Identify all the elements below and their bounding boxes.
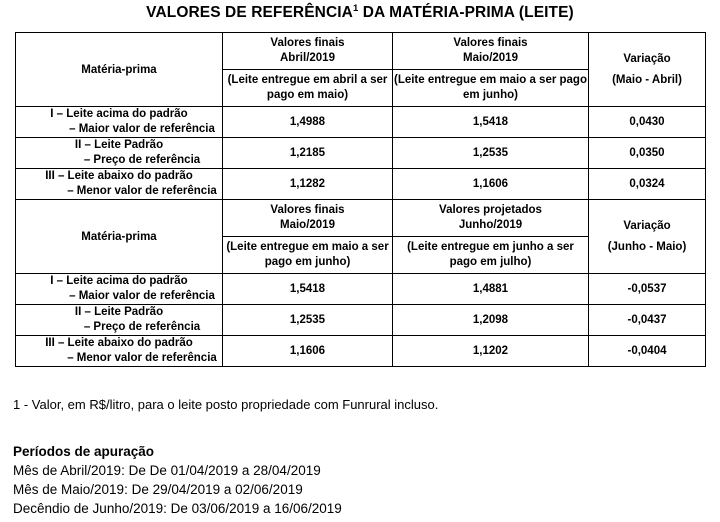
- table-row: [16, 107, 706, 138]
- row-value-col3: 0,0350: [589, 138, 706, 169]
- row-label-line1: III – Leite abaixo do padrão: [45, 170, 193, 182]
- row-value-col3: -0,0537: [589, 274, 706, 305]
- row-value-col1: 1,5418: [223, 274, 393, 305]
- row-value-col2: 1,4881: [393, 274, 589, 305]
- row-label-line2: – Maior valor de referência: [69, 123, 215, 135]
- periods-heading: Períodos de apuração: [13, 444, 155, 459]
- table-row: [16, 305, 706, 336]
- row-label: [16, 169, 223, 200]
- table-row: [16, 138, 706, 169]
- header-col1-line2: Maio/2019: [280, 219, 335, 231]
- header-col3-line1: Variação: [623, 219, 671, 232]
- reference-values-table: [15, 32, 706, 367]
- row-label-line1: I – Leite acima do padrão: [50, 108, 188, 120]
- row-value-col2: 1,1606: [393, 169, 589, 200]
- table-row: [16, 274, 706, 305]
- table-header-row: [16, 200, 706, 237]
- header-materia-prima: Matéria-prima: [16, 33, 223, 107]
- row-label: [16, 138, 223, 169]
- header-col2-line1: Valores projetados: [439, 204, 542, 216]
- table-row: [16, 169, 706, 200]
- row-label-line1: II – Leite Padrão: [74, 306, 164, 318]
- page-title-footnote-marker: 1: [352, 2, 359, 14]
- table-header-row: [16, 33, 706, 70]
- row-value-col2: 1,1202: [393, 336, 589, 367]
- header-col1-line1: Valores finais: [270, 204, 345, 216]
- row-value-col3: -0,0404: [589, 336, 706, 367]
- header-col1-line2: Abril/2019: [280, 52, 335, 64]
- row-value-col3: -0,0437: [589, 305, 706, 336]
- row-label-line1: I – Leite acima do padrão: [50, 275, 188, 287]
- header-col3-sub: (Maio - Abril): [612, 73, 682, 86]
- row-label-line2: – Menor valor de referência: [67, 185, 217, 197]
- header-col2-line2: Junho/2019: [458, 219, 523, 231]
- row-label: [16, 336, 223, 367]
- page-title-rest: DA MATÉRIA-PRIMA (LEITE): [358, 4, 574, 21]
- header-col1-period: [223, 33, 393, 70]
- row-value-col3: 0,0430: [589, 107, 706, 138]
- row-label: [16, 107, 223, 138]
- header-materia-prima: Matéria-prima: [16, 200, 223, 274]
- row-label: [16, 305, 223, 336]
- periods-list: [13, 461, 342, 518]
- subheader-col1: (Leite entregue em maio a ser pago em junho): [223, 237, 393, 274]
- page-title-main: VALORES DE REFERÊNCIA: [146, 4, 353, 21]
- row-label: [16, 274, 223, 305]
- header-col2-period: [393, 200, 589, 237]
- row-value-col2: 1,5418: [393, 107, 589, 138]
- row-label-line1: II – Leite Padrão: [74, 139, 164, 151]
- row-value-col1: 1,4988: [223, 107, 393, 138]
- row-value-col1: 1,1606: [223, 336, 393, 367]
- header-col1-line1: Valores finais: [270, 37, 345, 49]
- subheader-col2: (Leite entregue em maio a ser pago em junho): [393, 70, 589, 107]
- row-value-col1: 1,1282: [223, 169, 393, 200]
- row-label-line2: – Preço de referência: [83, 321, 201, 333]
- header-col3-line1: Variação: [623, 52, 671, 65]
- row-value-col1: 1,2185: [223, 138, 393, 169]
- subheader-col1: (Leite entregue em abril a ser pago em maio): [223, 70, 393, 107]
- header-col2-line2: Maio/2019: [463, 52, 518, 64]
- header-col3-sub: (Junho - Maio): [607, 240, 687, 253]
- page-title: [0, 4, 720, 22]
- table-row: [16, 336, 706, 367]
- row-value-col3: 0,0324: [589, 169, 706, 200]
- row-value-col2: 1,2535: [393, 138, 589, 169]
- period-line-maio: Mês de Maio/2019: De 29/04/2019 a 02/06/2019: [13, 482, 303, 497]
- footnote-text: 1 - Valor, em R$/litro, para o leite posto propriedade com Funrural incluso.: [13, 397, 439, 412]
- header-col3-variacao: [589, 200, 706, 274]
- header-col2-line1: Valores finais: [453, 37, 528, 49]
- row-label-line2: – Maior valor de referência: [69, 290, 215, 302]
- subheader-col2: (Leite entregue em junho a ser pago em julho): [393, 237, 589, 274]
- row-label-line1: III – Leite abaixo do padrão: [45, 337, 193, 349]
- row-value-col1: 1,2535: [223, 305, 393, 336]
- row-label-line2: – Menor valor de referência: [67, 352, 217, 364]
- row-value-col2: 1,2098: [393, 305, 589, 336]
- header-col2-period: [393, 33, 589, 70]
- period-line-abril: Mês de Abril/2019: De De 01/04/2019 a 28/04/2019: [13, 463, 321, 478]
- period-line-junho: Decêndio de Junho/2019: De 03/06/2019 a 16/06/2019: [13, 501, 342, 516]
- header-col3-variacao: [589, 33, 706, 107]
- row-label-line2: – Preço de referência: [83, 154, 201, 166]
- header-col1-period: [223, 200, 393, 237]
